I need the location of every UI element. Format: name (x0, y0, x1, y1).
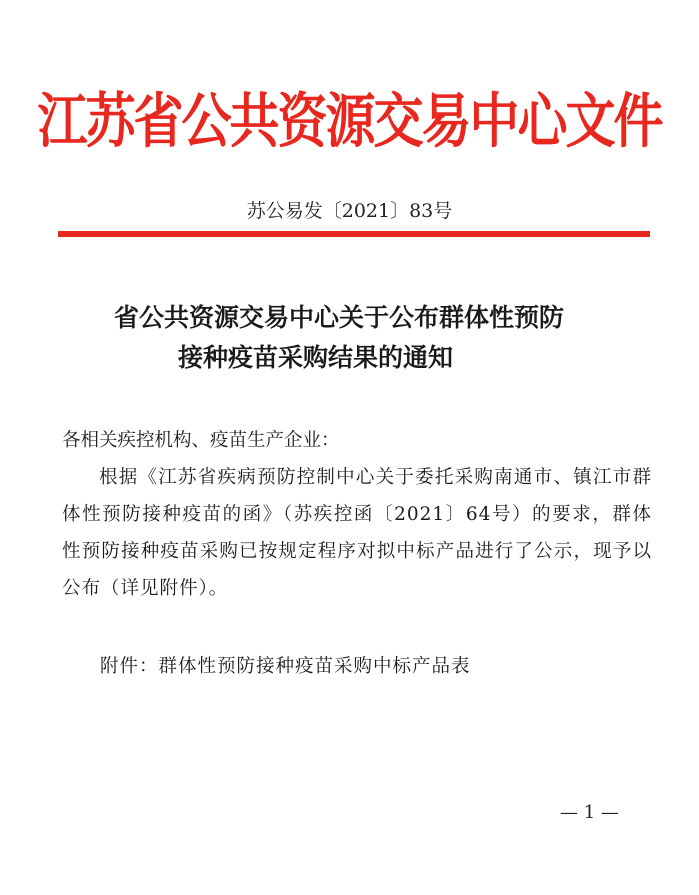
document-header-title: 江苏省公共资源交易中心文件 (37, 86, 662, 156)
salutation: 各相关疾控机构、疫苗生产企业： (62, 430, 340, 451)
header-red-rule (58, 231, 650, 237)
notice-body (62, 422, 652, 607)
body-paragraph: 根据《江苏省疾病预防控制中心关于委托采购南通市、镇江市群体性预防接种疫苗的函》（苏疾控函〔2021〕64号）的要求，群体性预防接种疫苗采购已按规定程序对拟中标产品进行了公示，现予以公布（详见附件）。 (62, 467, 652, 599)
page-number: — 1 — (560, 802, 619, 823)
notice-title-line-1: 省公共资源交易中心关于公布群体性预防 (114, 303, 565, 332)
notice-title-line-2: 接种疫苗采购结果的通知 (178, 343, 454, 372)
document-number: 苏公易发〔2021〕83号 (246, 200, 453, 222)
attachment-line: 附件：群体性预防接种疫苗采购中标产品表 (100, 656, 471, 677)
notice-title (62, 298, 642, 378)
